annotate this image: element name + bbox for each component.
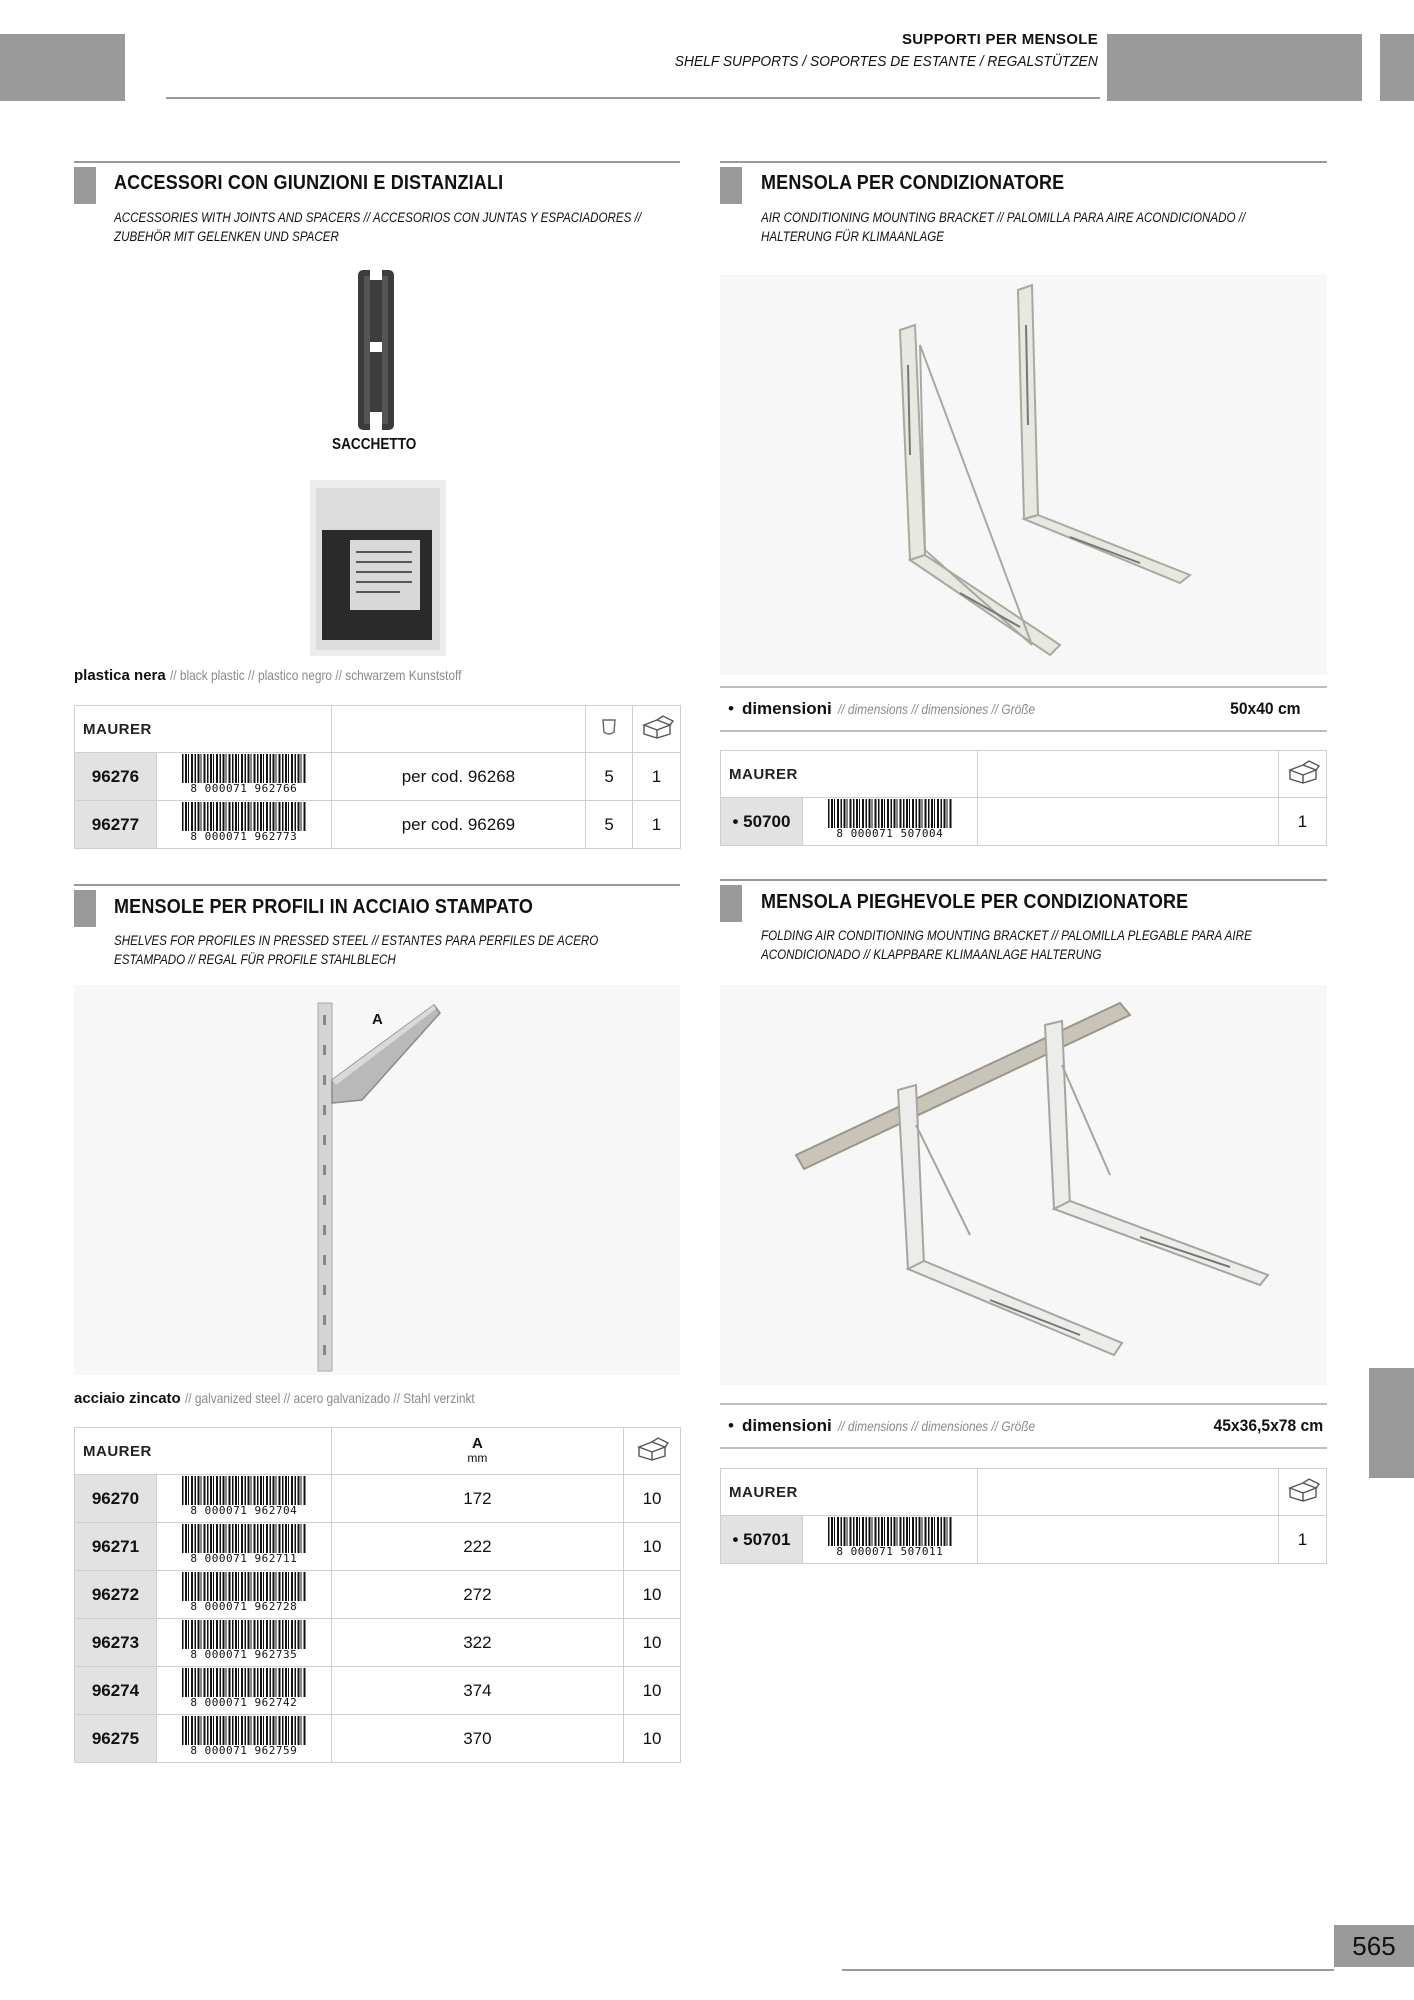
product-code: 96272 xyxy=(75,1571,157,1619)
pack-icon-cell xyxy=(586,706,633,753)
barcode xyxy=(182,1668,306,1708)
box-qty: 10 xyxy=(624,1715,681,1763)
material-translations: // galvanized steel // acero galvanizado // Stahl verzinkt xyxy=(184,1390,475,1406)
section-marker xyxy=(74,167,96,204)
table-row xyxy=(75,801,681,849)
table-row xyxy=(75,1619,681,1667)
box-qty: 1 xyxy=(1279,798,1327,846)
box-icon-cell xyxy=(633,706,681,753)
side-tab xyxy=(1369,1368,1414,1478)
section-marker xyxy=(720,167,742,204)
header-right-block xyxy=(1107,34,1362,101)
page-number: 565 xyxy=(1334,1925,1414,1967)
section-title: MENSOLA PIEGHEVOLE PER CONDIZIONATORE xyxy=(761,891,1189,913)
barcode-number: 8 000071 962704 xyxy=(182,1505,306,1517)
ac-bracket-illustration xyxy=(720,275,1327,675)
box-qty: 1 xyxy=(633,753,681,801)
bag-icon xyxy=(600,717,618,737)
barcode-number: 8 000071 962735 xyxy=(182,1649,306,1661)
product-desc: per cod. 96268 xyxy=(331,753,585,801)
barcode-cell xyxy=(156,1571,331,1619)
page-header-title: SUPPORTI PER MENSOLE xyxy=(901,31,1098,48)
header-empty xyxy=(331,706,585,753)
table-row xyxy=(721,798,1327,846)
material-translations: // black plastic // plastico negro // schwarzem Kunststoff xyxy=(169,667,462,683)
barcode xyxy=(828,1517,952,1557)
table-row xyxy=(75,1571,681,1619)
section-title: MENSOLA PER CONDIZIONATORE xyxy=(761,172,1065,194)
box-icon xyxy=(1286,760,1320,784)
table-header-row xyxy=(75,706,681,753)
table-row xyxy=(75,1523,681,1571)
ac-bracket-table xyxy=(720,750,1327,846)
brand-logo: MAURER xyxy=(75,706,332,753)
box-icon-cell xyxy=(1279,751,1327,798)
barcode xyxy=(182,1476,306,1516)
product-image-folding-bracket xyxy=(720,985,1327,1385)
barcode xyxy=(182,802,306,842)
box-icon xyxy=(640,715,674,739)
section-subtitle-box xyxy=(114,931,684,969)
section-divider xyxy=(720,879,1327,881)
barcode-cell xyxy=(156,1523,331,1571)
barcode xyxy=(182,754,306,794)
header-divider xyxy=(166,97,1100,99)
dimensions-value: 45x36,5x78 cm xyxy=(1213,1416,1323,1435)
barcode-number: 8 000071 962766 xyxy=(182,783,306,795)
material-name: acciaio zincato xyxy=(74,1390,181,1407)
header-left-block xyxy=(0,34,125,101)
section-subtitle: FOLDING AIR CONDITIONING MOUNTING BRACKET // PALOMILLA PLEGABLE PARA AIRE ACONDICIONADO // KLAPPBARE KLIMAANLAGE HALTERUNG xyxy=(761,928,1252,962)
steel-shelf-illustration xyxy=(74,985,680,1375)
folding-bracket-table xyxy=(720,1468,1327,1564)
dimensions-row xyxy=(720,1403,1327,1449)
column-a-unit: mm xyxy=(467,1451,488,1465)
barcode-number: 8 000071 507011 xyxy=(828,1546,952,1558)
folding-bracket-illustration xyxy=(720,985,1327,1385)
box-icon xyxy=(1286,1478,1320,1502)
footer-divider xyxy=(842,1969,1334,1971)
steel-shelf-table xyxy=(74,1427,681,1763)
box-icon xyxy=(635,1437,669,1461)
product-code: 96274 xyxy=(75,1667,157,1715)
brand-logo: MAURER xyxy=(721,751,978,798)
product-code: 96271 xyxy=(75,1523,157,1571)
section-subtitle-box xyxy=(761,926,1321,964)
product-code: 96273 xyxy=(75,1619,157,1667)
box-qty: 1 xyxy=(633,801,681,849)
pack-qty: 5 xyxy=(586,801,633,849)
table-row xyxy=(721,1516,1327,1564)
table-header-row xyxy=(75,1428,681,1475)
box-qty: 1 xyxy=(1279,1516,1327,1564)
barcode-number: 8 000071 962711 xyxy=(182,1553,306,1565)
table-row xyxy=(75,1475,681,1523)
box-qty: 10 xyxy=(624,1619,681,1667)
size-a: 172 xyxy=(331,1475,623,1523)
product-image-steel-shelf xyxy=(74,985,680,1375)
barcode xyxy=(182,1716,306,1756)
material-note xyxy=(74,667,513,684)
barcode-cell xyxy=(802,798,977,846)
dimensions-value: 50x40 cm xyxy=(1230,699,1301,718)
brand-logo: MAURER xyxy=(721,1469,978,1516)
box-qty: 10 xyxy=(624,1523,681,1571)
size-a: 272 xyxy=(331,1571,623,1619)
section-marker xyxy=(720,885,742,922)
barcode-number: 8 000071 962759 xyxy=(182,1745,306,1757)
barcode-cell xyxy=(156,1715,331,1763)
joints-product-table xyxy=(74,705,681,849)
box-icon-cell xyxy=(624,1428,681,1475)
section-marker xyxy=(74,890,96,927)
size-a: 374 xyxy=(331,1667,623,1715)
barcode xyxy=(182,1524,306,1564)
barcode xyxy=(182,1572,306,1612)
section-subtitle: SHELVES FOR PROFILES IN PRESSED STEEL // ESTANTES PARA PERFILES DE ACERO ESTAMPADO // REGAL FÜR PROFILE STAHLBLECH xyxy=(114,933,599,967)
barcode xyxy=(182,1620,306,1660)
table-row xyxy=(75,753,681,801)
barcode-number: 8 000071 962742 xyxy=(182,1697,306,1709)
product-code: • 50700 xyxy=(721,798,803,846)
section-subtitle: AIR CONDITIONING MOUNTING BRACKET // PALOMILLA PARA AIRE ACONDICIONADO // HALTERUNG FÜR KLIMAANLAGE xyxy=(761,210,1246,244)
section-subtitle: ACCESSORIES WITH JOINTS AND SPACERS // ACCESORIOS CON JUNTAS Y ESPACIADORES // ZUBEHÖR MIT GELENKEN UND SPACER xyxy=(114,210,642,244)
table-header-row xyxy=(721,751,1327,798)
dimension-label-a: A xyxy=(372,1011,383,1028)
table-header-row xyxy=(721,1469,1327,1516)
section-divider xyxy=(74,161,680,163)
section-divider xyxy=(720,161,1327,163)
product-image-ac-bracket xyxy=(720,275,1327,675)
barcode-number: 8 000071 507004 xyxy=(828,828,952,840)
material-name: plastica nera xyxy=(74,667,166,684)
barcode-cell xyxy=(156,801,331,849)
product-image-joints xyxy=(300,262,450,657)
barcode-cell xyxy=(156,1475,331,1523)
pack-qty: 5 xyxy=(586,753,633,801)
material-note xyxy=(74,1390,526,1407)
section-subtitle-box xyxy=(114,208,684,246)
column-a-header xyxy=(331,1428,623,1475)
section-subtitle-box xyxy=(761,208,1321,246)
product-code: 96275 xyxy=(75,1715,157,1763)
box-qty: 10 xyxy=(624,1667,681,1715)
bullet: • xyxy=(728,699,734,718)
header-empty xyxy=(977,1469,1278,1516)
table-row xyxy=(75,1715,681,1763)
product-code: 96276 xyxy=(75,753,157,801)
barcode-number: 8 000071 962728 xyxy=(182,1601,306,1613)
bullet: • xyxy=(728,1416,734,1435)
product-code: 96277 xyxy=(75,801,157,849)
header-empty xyxy=(977,751,1278,798)
brand-logo: MAURER xyxy=(75,1428,332,1475)
barcode-number: 8 000071 962773 xyxy=(182,831,306,843)
section-divider xyxy=(74,884,680,886)
section-title: MENSOLE PER PROFILI IN ACCIAIO STAMPATO xyxy=(114,896,534,918)
box-qty: 10 xyxy=(624,1475,681,1523)
size-a: 222 xyxy=(331,1523,623,1571)
page-header-subtitle: SHELF SUPPORTS / SOPORTES DE ESTANTE / REGALSTÜTZEN xyxy=(674,53,1098,70)
product-desc: per cod. 96269 xyxy=(331,801,585,849)
column-a-label: A xyxy=(471,1435,483,1452)
barcode xyxy=(828,799,952,839)
size-a: 370 xyxy=(331,1715,623,1763)
dimensions-translations: // dimensions // dimensiones // Größe xyxy=(837,701,1035,717)
header-edge-block xyxy=(1380,34,1414,101)
barcode-cell xyxy=(156,1667,331,1715)
dimensions-translations: // dimensions // dimensiones // Größe xyxy=(837,1418,1035,1434)
size-a: 322 xyxy=(331,1619,623,1667)
barcode-cell xyxy=(802,1516,977,1564)
box-icon-cell xyxy=(1279,1469,1327,1516)
dimensions-label: dimensioni xyxy=(741,699,832,718)
barcode-cell xyxy=(156,1619,331,1667)
empty-cell xyxy=(977,1516,1278,1564)
table-row xyxy=(75,1667,681,1715)
product-code: • 50701 xyxy=(721,1516,803,1564)
bag-label: SACCHETTO xyxy=(332,436,417,453)
product-code: 96270 xyxy=(75,1475,157,1523)
empty-cell xyxy=(977,798,1278,846)
barcode-cell xyxy=(156,753,331,801)
dimensions-row xyxy=(720,686,1327,732)
dimensions-label: dimensioni xyxy=(741,1416,832,1435)
box-qty: 10 xyxy=(624,1571,681,1619)
section-title: ACCESSORI CON GIUNZIONI E DISTANZIALI xyxy=(114,172,504,194)
joint-spacer-illustration xyxy=(300,262,450,657)
